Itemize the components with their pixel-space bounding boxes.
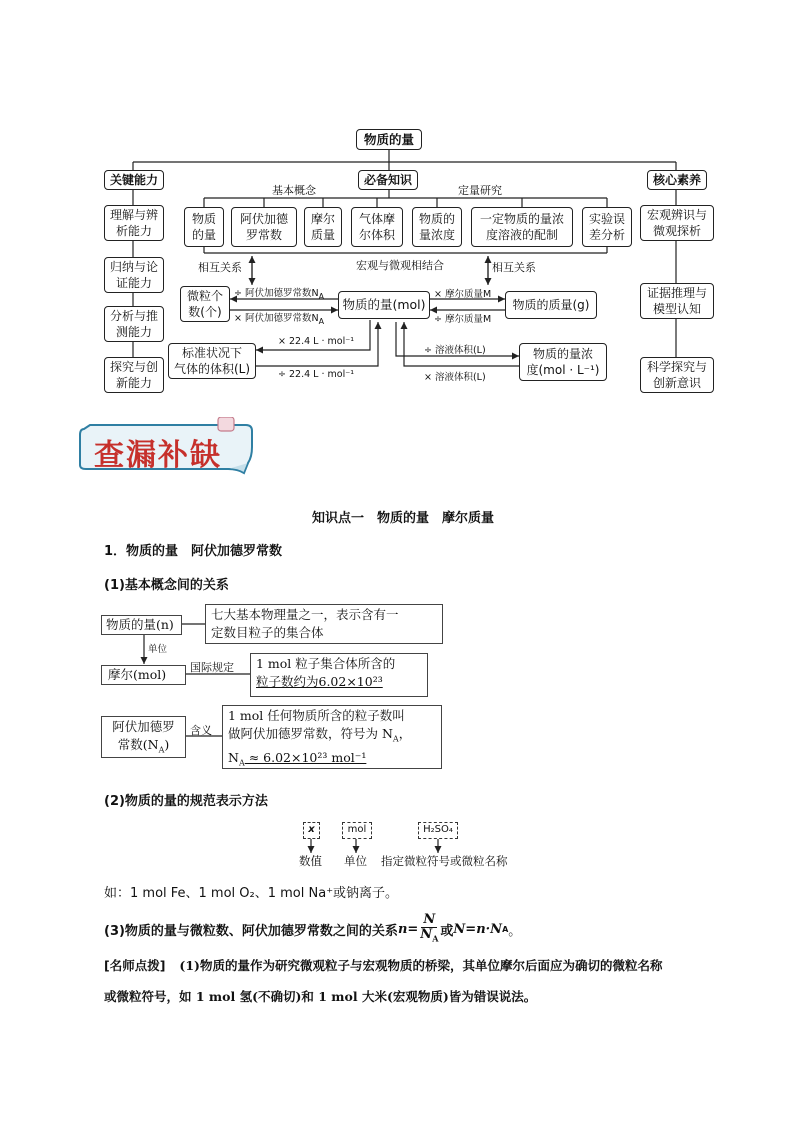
na-subscript: A (318, 291, 325, 301)
particle-dashed-box: H₂SO₄ (418, 822, 458, 839)
amount-mol-node: 物质的量(mol) (338, 291, 430, 319)
tip-line-2: 或微粒符号，如 1 mol 氢(不确切)和 1 mol 大米(宏观物质)皆为错误说法。 (104, 989, 537, 1004)
fraction-numerator: N (423, 912, 436, 927)
key-ability-header: 关键能力 (104, 170, 164, 190)
tip-line-1 (104, 956, 662, 974)
subheading-1: (1)基本概念间的关系 (104, 578, 229, 593)
arrow-label-mul-na (234, 310, 324, 326)
example-line: 如：1 mol Fe、1 mol O₂、1 mol Na⁺或钠离子。 (104, 886, 399, 901)
amount-definition-box (205, 604, 443, 644)
avogadro-def-text: 做阿伏加德罗常数，符号为 N (228, 726, 393, 741)
avogadro-definition-box (222, 705, 442, 769)
left-item-1: 理解与辨 析能力 (104, 205, 164, 241)
value-caption: 数值 (299, 854, 322, 868)
root-node: 物质的量 (356, 129, 422, 150)
arrow-label-text: ÷ 阿伏加德罗常数N (234, 288, 319, 299)
mass-node: 物质的质量(g) (505, 291, 597, 319)
avogadro-def-line-2: 做阿伏加德罗常数，符号为 $N_A$， (228, 726, 412, 744)
formula-n: n= (397, 921, 419, 937)
subheading-2: (2)物质的量的规范表示方法 (104, 794, 268, 809)
heading-1: 1．物质的量 阿伏加德罗常数 (104, 544, 283, 559)
concept-avogadro: 阿伏加德 罗常数 (231, 207, 297, 247)
formula-b: N=n·N (453, 921, 503, 937)
value-dashed-box: x (303, 822, 320, 839)
avogadro-text: 阿伏加德罗 常数(N (112, 719, 175, 752)
mole-definition-box (250, 653, 428, 697)
na-subscript: A (318, 316, 325, 326)
denominator-n: N (420, 927, 433, 942)
tip-text-1: (1)物质的量作为研究微观粒子与宏观物质的桥梁，其单位摩尔后面应为确切的微粒名称 (179, 958, 663, 973)
arrow-label-div-m: ÷ 摩尔质量M (434, 314, 492, 325)
left-item-3: 分析与推 测能力 (104, 306, 164, 342)
banner-title: 查漏补缺 (94, 438, 222, 473)
meaning-label: 含义 (190, 724, 212, 737)
na-subscript: A (238, 758, 245, 767)
concentration-node: 物质的量浓 度(mol · L⁻¹) (519, 343, 607, 381)
avogadro-def-line-1: 1 mol 任何物质所含的粒子数叫 (228, 708, 405, 723)
arrow-label-div-v: ÷ 溶液体积(L) (424, 345, 486, 356)
avogadro-value: ≈ 6.02×10²³ mol⁻¹ (244, 749, 367, 765)
banner (78, 417, 260, 473)
na-subscript: A (502, 924, 509, 934)
arrow-label-text: × 阿伏加德罗常数N (234, 313, 319, 324)
concept-amount: 物质 的量 (184, 207, 224, 247)
gas-volume-node: 标准状况下 气体的体积(L) (168, 343, 256, 379)
mole-def-line-1: 1 mol 粒子集合体所含的 (256, 656, 396, 671)
basic-concepts-label: 基本概念 (272, 184, 316, 197)
unit-dashed-box: mol (342, 822, 372, 839)
quantitative-study-label: 定量研究 (458, 184, 502, 197)
right-item-1: 宏观辨识与 微观探析 (640, 205, 714, 241)
avogadro-tail: ) (164, 737, 170, 752)
arrow-label-div-224: ÷ 22.4 L · mol⁻¹ (278, 369, 355, 380)
formula-or: 或 (440, 923, 454, 939)
left-item-2: 归纳与论 证能力 (104, 257, 164, 293)
mole-box: 摩尔(mol) (101, 665, 186, 685)
unit-label: 单位 (148, 644, 168, 655)
concept-solution-prep: 一定物质的量浓 度溶液的配制 (471, 207, 573, 247)
relation-text: (3)物质的量与微粒数、阿伏加德罗常数之间的关系 (104, 923, 398, 939)
amount-of-substance-box: 物质的量(n) (101, 615, 182, 635)
fraction (420, 913, 438, 946)
na-subscript: A (392, 734, 399, 744)
arrow-label-mul-m: × 摩尔质量M (434, 289, 492, 300)
mole-def-line-2: 粒子数约为6.02×10²³ (256, 674, 383, 689)
core-literacy-header: 核心素养 (647, 170, 707, 190)
concept-molar-mass: 摩尔 质量 (304, 207, 342, 247)
section-title: 知识点一 物质的量 摩尔质量 (312, 511, 495, 526)
macro-micro-label: 宏观与微观相结合 (356, 259, 444, 272)
avogadro-box (101, 716, 186, 758)
mutual-relation-left: 相互关系 (198, 261, 242, 274)
fraction-denominator (420, 928, 438, 946)
concept-error-analysis: 实验误 差分析 (582, 207, 632, 247)
arrow-label-mul-224: × 22.4 L · mol⁻¹ (278, 336, 355, 347)
tip-label: [名师点拨] (104, 958, 166, 973)
right-item-2: 证据推理与 模型认知 (640, 283, 714, 319)
concept-concentration: 物质的 量浓度 (412, 207, 462, 247)
concept-molar-volume: 气体摩 尔体积 (351, 207, 403, 247)
formula-end: 。 (508, 923, 522, 939)
avogadro-def-line-3 (228, 749, 436, 773)
right-item-3: 科学探究与 创新意识 (640, 357, 714, 393)
unit-caption: 单位 (344, 854, 367, 868)
avogadro-symbol: N (228, 749, 239, 765)
particle-caption: 指定微粒符号或微粒名称 (381, 854, 508, 868)
international-rule-label: 国际规定 (190, 661, 234, 674)
essential-knowledge-header: 必备知识 (358, 170, 418, 190)
particle-count-node: 微粒个 数(个) (180, 286, 230, 322)
arrow-label-div-na (234, 285, 324, 301)
mutual-relation-right: 相互关系 (492, 261, 536, 274)
na-subscript: A (432, 933, 439, 944)
left-item-4: 探究与创 新能力 (104, 357, 164, 393)
definition-line-1: 七大基本物理量之一，表示含有一 (211, 607, 399, 622)
na-subscript: A (158, 745, 165, 755)
formula-line (104, 913, 521, 946)
arrow-label-mul-v: × 溶液体积(L) (424, 372, 486, 383)
definition-line-2: 定数目粒子的集合体 (211, 625, 324, 640)
